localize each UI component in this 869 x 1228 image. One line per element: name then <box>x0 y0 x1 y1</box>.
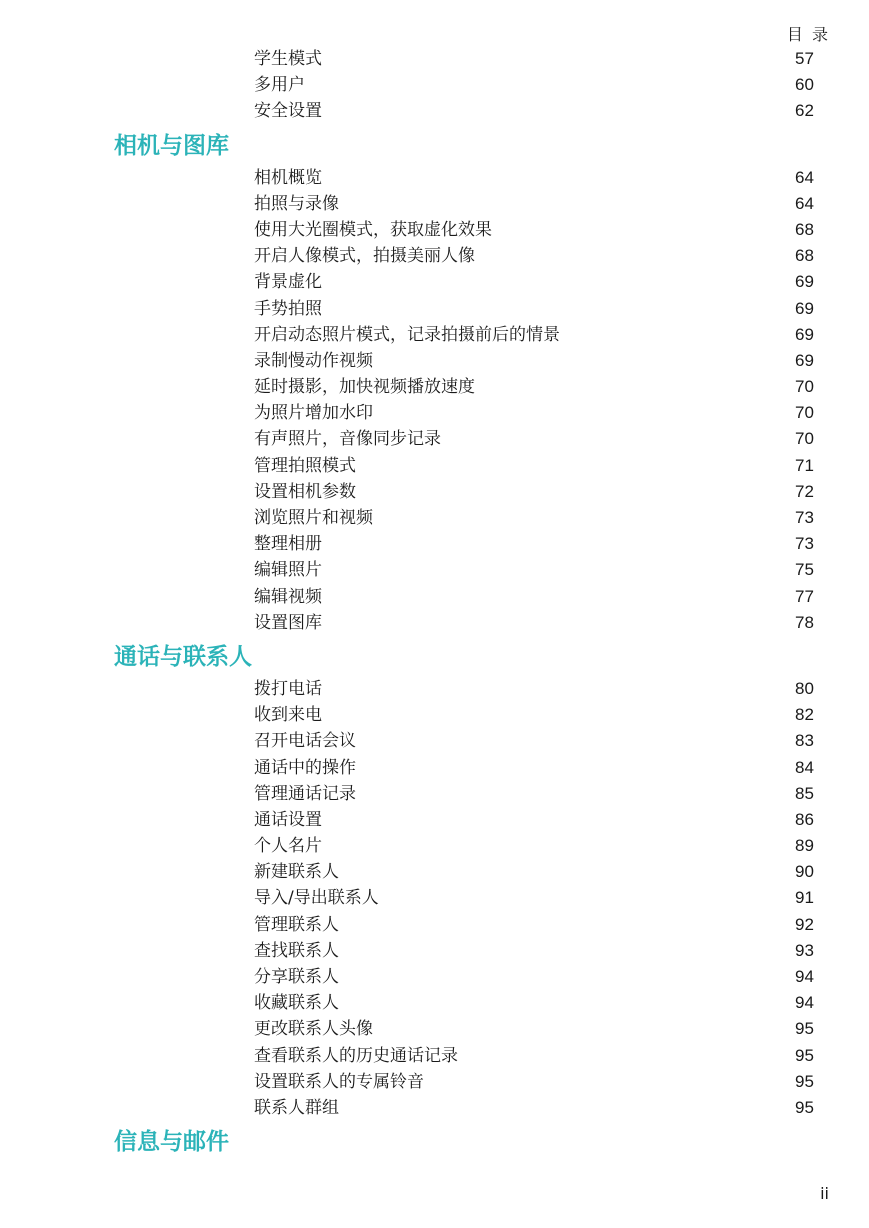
toc-entry-page: 83 <box>795 731 814 751</box>
toc-entry[interactable] <box>0 557 869 583</box>
toc-entry[interactable] <box>0 885 869 911</box>
toc-entry[interactable] <box>0 400 869 426</box>
toc-entry-page: 95 <box>795 1071 814 1091</box>
toc-entry-page: 94 <box>795 967 814 986</box>
toc-entry[interactable] <box>0 990 869 1016</box>
toc-entry[interactable] <box>0 479 869 505</box>
toc-entry-title: 导入/导出联系人 <box>254 888 379 909</box>
toc-entry-title: 收藏联系人 <box>254 993 339 1014</box>
toc-entry-title: 新建联系人 <box>254 862 339 883</box>
toc-entry[interactable] <box>0 191 869 217</box>
header-title: 目 录 <box>786 25 830 44</box>
toc-entry-page: 64 <box>795 167 814 187</box>
toc-entry-page: 89 <box>795 836 814 856</box>
toc-entry[interactable] <box>0 322 869 348</box>
table-of-contents <box>0 46 869 1161</box>
toc-entry-title: 背景虚化 <box>254 272 322 293</box>
toc-entry-page: 91 <box>795 888 814 908</box>
toc-entry[interactable] <box>0 374 869 400</box>
toc-entry-title: 有声照片，音像同步记录 <box>254 429 441 450</box>
toc-entry-title: 召开电话会议 <box>254 731 356 752</box>
toc-entry-page: 75 <box>795 560 814 580</box>
section-title: 信息与邮件 <box>114 1129 229 1156</box>
toc-section <box>0 125 869 165</box>
toc-entry-page: 71 <box>795 455 814 475</box>
toc-entry-title: 延时摄影，加快视频播放速度 <box>254 377 475 398</box>
toc-entry-page: 92 <box>795 914 814 934</box>
toc-entry-page: 94 <box>795 993 814 1013</box>
toc-entry-title: 安全设置 <box>254 101 322 122</box>
toc-section <box>0 1121 869 1161</box>
toc-entry-page: 84 <box>795 757 814 777</box>
toc-entry-title: 联系人群组 <box>254 1097 339 1118</box>
toc-entry[interactable] <box>0 584 869 610</box>
toc-section <box>0 636 869 676</box>
toc-entry[interactable] <box>0 964 869 990</box>
toc-entry-page: 69 <box>795 298 814 318</box>
toc-entry-title: 通话中的操作 <box>254 757 356 778</box>
toc-entry-page: 90 <box>795 862 814 882</box>
toc-entry-title: 浏览照片和视频 <box>254 508 373 528</box>
toc-entry-page: 69 <box>795 272 814 292</box>
toc-entry[interactable] <box>0 269 869 295</box>
toc-entry-page: 72 <box>795 481 814 501</box>
toc-entry-title: 多用户 <box>254 75 305 96</box>
toc-entry-title: 使用大光圈模式，获取虚化效果 <box>254 219 492 240</box>
toc-entry[interactable] <box>0 1043 869 1069</box>
toc-entry[interactable] <box>0 505 869 531</box>
toc-entry[interactable] <box>0 243 869 269</box>
toc-entry-page: 60 <box>795 75 814 95</box>
toc-entry[interactable] <box>0 755 869 781</box>
toc-entry[interactable] <box>0 217 869 243</box>
toc-entry[interactable] <box>0 165 869 191</box>
toc-entry-title: 编辑视频 <box>254 586 322 607</box>
toc-entry-page: 70 <box>795 429 814 449</box>
toc-entry[interactable] <box>0 610 869 636</box>
toc-entry-title: 查看联系人的历史通话记录 <box>254 1045 458 1066</box>
toc-entry-title: 开启人像模式，拍摄美丽人像 <box>254 246 475 267</box>
toc-entry-title: 管理联系人 <box>254 914 339 935</box>
toc-entry[interactable] <box>0 676 869 702</box>
toc-entry-title: 设置联系人的专属铃音 <box>254 1071 424 1092</box>
toc-entry-title: 相机概览 <box>254 167 322 188</box>
toc-entry-page: 64 <box>795 193 814 213</box>
toc-entry-title: 个人名片 <box>254 836 322 857</box>
toc-entry-page: 95 <box>795 1045 814 1065</box>
toc-entry-title: 拍照与录像 <box>254 193 339 214</box>
toc-entry-title: 手势拍照 <box>254 298 322 319</box>
toc-entry-page: 68 <box>795 246 814 266</box>
toc-entry-title: 管理拍照模式 <box>254 455 356 476</box>
toc-entry-title: 整理相册 <box>254 534 322 555</box>
toc-entry-title: 更改联系人头像 <box>254 1019 373 1040</box>
toc-entry-page: 80 <box>795 678 814 698</box>
toc-entry-title: 设置相机参数 <box>254 481 356 502</box>
toc-entry-page: 73 <box>795 534 814 554</box>
toc-entry-title: 录制慢动作视频 <box>254 350 373 371</box>
toc-entry[interactable] <box>0 781 869 807</box>
toc-entry[interactable] <box>0 702 869 728</box>
toc-entry-page: 62 <box>795 101 814 121</box>
toc-entry[interactable] <box>0 912 869 938</box>
toc-entry[interactable] <box>0 833 869 859</box>
toc-entry-page: 57 <box>795 49 814 68</box>
toc-entry-title: 学生模式 <box>254 49 322 69</box>
toc-entry[interactable] <box>0 938 869 964</box>
toc-entry[interactable] <box>0 98 869 124</box>
toc-entry-title: 开启动态照片模式，记录拍摄前后的情景 <box>254 324 560 345</box>
toc-entry[interactable] <box>0 348 869 374</box>
toc-entry[interactable] <box>0 1016 869 1042</box>
toc-entry-title: 收到来电 <box>254 705 322 726</box>
toc-entry[interactable] <box>0 1069 869 1095</box>
toc-entry-page: 69 <box>795 324 814 344</box>
toc-entry-page: 77 <box>795 586 814 606</box>
toc-entry[interactable] <box>0 807 869 833</box>
toc-entry-title: 编辑照片 <box>254 560 322 581</box>
toc-entry[interactable] <box>0 859 869 885</box>
page-number: ii <box>820 1184 829 1203</box>
toc-entry-page: 68 <box>795 219 814 239</box>
section-title: 通话与联系人 <box>114 643 252 670</box>
toc-entry-page: 78 <box>795 612 814 632</box>
toc-entry-page: 85 <box>795 783 814 803</box>
toc-entry-page: 70 <box>795 377 814 397</box>
toc-entry-page: 95 <box>795 1019 814 1039</box>
toc-entry[interactable] <box>0 453 869 479</box>
toc-entry-title: 管理通话记录 <box>254 783 356 804</box>
toc-entry-title: 设置图库 <box>254 612 322 633</box>
toc-entry-title: 为照片增加水印 <box>254 403 373 424</box>
section-title: 相机与图库 <box>114 132 229 159</box>
toc-entry[interactable] <box>0 72 869 98</box>
toc-entry-page: 70 <box>795 403 814 423</box>
toc-entry[interactable] <box>0 1095 869 1121</box>
toc-entry-page: 93 <box>795 940 814 960</box>
toc-entry-page: 69 <box>795 350 814 370</box>
toc-entry-title: 查找联系人 <box>254 940 339 961</box>
toc-entry[interactable] <box>0 296 869 322</box>
toc-entry-title: 通话设置 <box>254 809 322 830</box>
toc-entry[interactable] <box>0 426 869 452</box>
toc-entry-title: 分享联系人 <box>254 967 339 987</box>
toc-entry-page: 95 <box>795 1097 814 1117</box>
toc-entry-page: 82 <box>795 705 814 725</box>
toc-entry[interactable] <box>0 46 869 72</box>
toc-entry-title: 拨打电话 <box>254 678 322 699</box>
toc-entry[interactable] <box>0 531 869 557</box>
toc-entry-page: 73 <box>795 508 814 527</box>
toc-entry[interactable] <box>0 728 869 754</box>
toc-entry-page: 86 <box>795 809 814 829</box>
